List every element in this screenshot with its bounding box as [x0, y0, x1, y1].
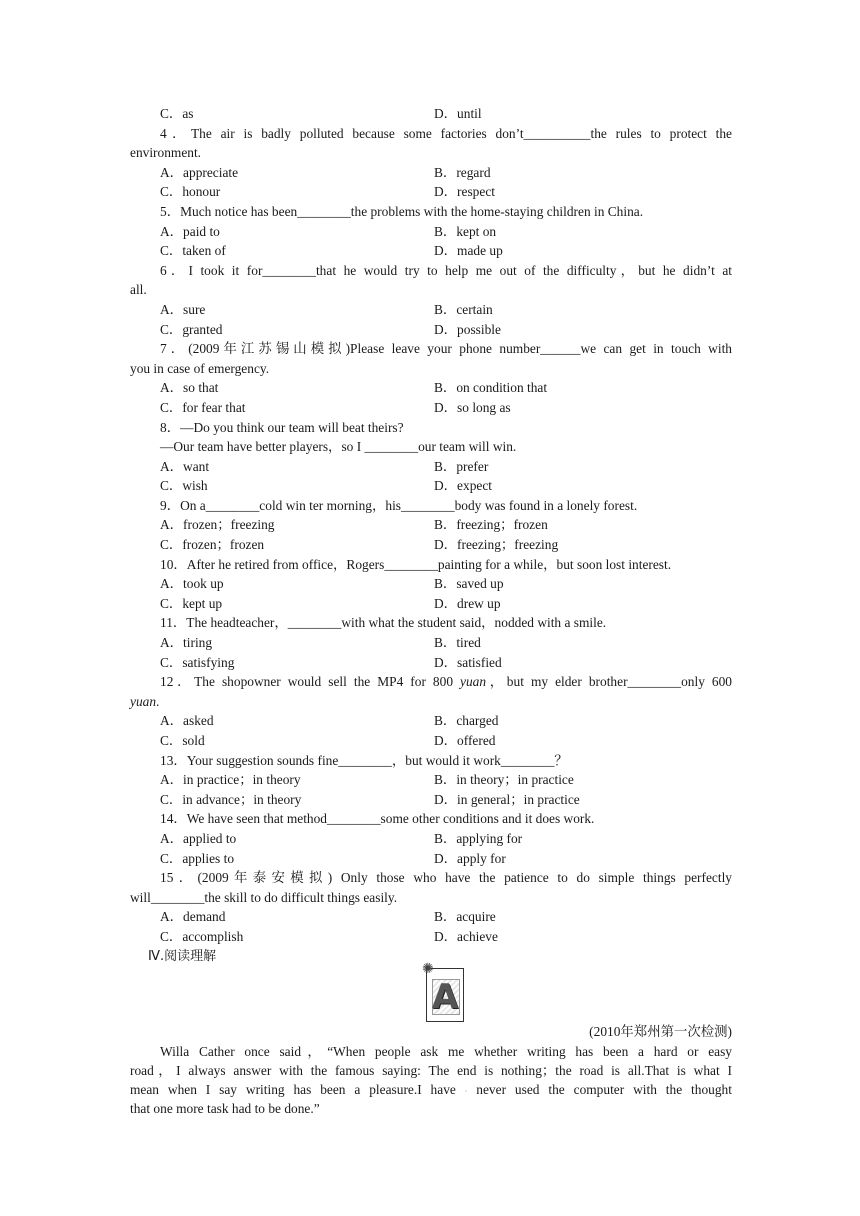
q9-options-row-1	[130, 515, 732, 535]
q11-stem: 11．The headteacher，________with what the student said，nodded with a smile.	[160, 615, 607, 631]
q4-option-a: A．appreciate	[160, 164, 239, 180]
q4-options-row-2	[130, 182, 732, 202]
q7-stem: 7．(2009年江苏锡山模拟)Please leave your phone number______we can get in touch with	[160, 341, 732, 357]
q6-options-row-2	[130, 320, 732, 340]
stray-mark: 。	[464, 1087, 477, 1094]
q9-option-a: A．frozen；freezing	[160, 517, 275, 533]
q15-stem-cont: will________the skill to do difficult things easily.	[130, 889, 398, 905]
q9-options-row-2	[130, 535, 732, 555]
q12-stem-cont-post: .	[156, 693, 160, 709]
q4-stem-cont: environment.	[130, 145, 202, 161]
q12-stem-pre: 12．The shopowner would sell the MP4 for 800	[160, 674, 461, 690]
q9-stem: 9．On a________cold win ter morning，his________body was found in a lonely forest.	[160, 497, 638, 513]
q5-options-row-2	[130, 241, 732, 261]
q7-stem-cont: you in case of emergency.	[130, 360, 270, 376]
passage-line-3b: never used the computer with the thought	[476, 1081, 732, 1097]
q7-options-row-2	[130, 398, 732, 418]
q15-option-a: A．demand	[160, 909, 226, 925]
exam-page	[130, 104, 732, 1118]
q11-option-c: C．satisfying	[160, 654, 235, 670]
q5-option-a: A．paid to	[160, 223, 220, 239]
q4-stem: 4．The air is badly polluted because some factories don’t__________the rules to protect the	[160, 125, 732, 141]
q5-stem: 5．Much notice has been________the problems with the home-staying children in China.	[160, 203, 644, 219]
q10-option-c: C．kept up	[160, 595, 223, 611]
q10-options-row-1	[130, 574, 732, 594]
q8-options-row-2	[130, 476, 732, 496]
q12-option-d: D．offered	[434, 733, 496, 748]
passage-a-logo-icon	[422, 962, 464, 1022]
q13-option-c: C．in advance；in theory	[160, 791, 302, 807]
q9-option-b: B．freezing；frozen	[434, 517, 548, 533]
q4-options-row-1	[130, 163, 732, 183]
q12-options-row-1	[130, 711, 732, 731]
passage-line-4: that one more task had to be done.”	[130, 1100, 320, 1116]
q13-stem: 13．Your suggestion sounds fine________，but would it work________？	[160, 752, 568, 768]
q12-option-c: C．sold	[160, 733, 205, 748]
q13-option-a: A．in practice；in theory	[160, 772, 301, 788]
q9-option-c: C．frozen；frozen	[160, 537, 265, 553]
q4-option-b: B．regard	[434, 164, 491, 180]
passage-paragraph	[130, 1042, 732, 1118]
q8-stem: 8．—Do you think our team will beat theirs?	[160, 419, 404, 435]
q10-stem: 10．After he retired from office，Rogers________painting for a while，but soon lost interest.	[160, 556, 672, 572]
q6-option-c: C．granted	[160, 321, 223, 337]
q10-option-b: B．saved up	[434, 576, 504, 592]
q11-option-d: D．satisfied	[434, 654, 502, 670]
q14-option-b: B．applying for	[434, 830, 523, 846]
section-title: Ⅳ.阅读理解	[148, 948, 217, 964]
q8-options-row-1	[130, 457, 732, 477]
q12-stem-cont-yuan: yuan	[130, 693, 157, 709]
q14-option-d: D．apply for	[434, 850, 506, 866]
q15-options-row-2	[130, 927, 732, 947]
q14-options-row-1	[130, 829, 732, 849]
q7-option-b: B．on condition that	[434, 380, 548, 396]
q8-stem-reply: —Our team have better players，so I ________our team will win.	[160, 439, 517, 455]
q11-options-row-2	[130, 653, 732, 673]
q7-options-row-1	[130, 378, 732, 398]
q6-options-row-1	[130, 300, 732, 320]
q8-option-b: B．prefer	[434, 458, 489, 474]
q8-option-c: C．wish	[160, 478, 208, 494]
passage-line-2: road，I always answer with the famous saying: The end is nothing；the road is all.That is what I	[130, 1062, 732, 1078]
q13-options-row-2	[130, 790, 732, 810]
q12-options-row-2	[130, 731, 732, 751]
q15-option-b: B．acquire	[434, 909, 496, 925]
passage-logo-wrap	[130, 962, 732, 1022]
q10-options-row-2	[130, 594, 732, 614]
passage-line-1: Willa Cather once said，“When people ask me whether writing has been a hard or easy	[160, 1043, 732, 1059]
q11-options-row-1	[130, 633, 732, 653]
q11-option-b: B．tired	[434, 635, 481, 651]
q10-option-a: A．took up	[160, 576, 224, 592]
q4-option-d: D．respect	[434, 184, 495, 200]
q14-options-row-2	[130, 849, 732, 869]
q3-options-row-2	[130, 104, 732, 124]
q5-option-d: D．made up	[434, 243, 503, 259]
q12-stem-post: ，but my elder brother________only 600	[486, 674, 732, 690]
q14-option-a: A．applied to	[160, 830, 237, 846]
q15-option-c: C．accomplish	[160, 928, 244, 944]
q11-option-a: A．tiring	[160, 635, 213, 651]
q12-option-a: A．asked	[160, 713, 214, 729]
passage-source: (2010年郑州第一次检测)	[589, 1024, 732, 1040]
q7-option-d: D．so long as	[434, 399, 511, 415]
q6-option-a: A．sure	[160, 301, 206, 317]
q9-option-d: D．freezing；freezing	[434, 537, 559, 553]
q6-option-b: B．certain	[434, 301, 493, 317]
q6-stem: 6．I took it for________that he would try to help me out of the difficulty，but he didn’t at	[160, 262, 732, 278]
q6-option-d: D．possible	[434, 321, 501, 337]
q12-stem-cont	[130, 692, 732, 712]
q6-stem-cont: all.	[130, 282, 147, 298]
passage-line-3	[130, 1080, 732, 1099]
q5-option-b: B．kept on	[434, 223, 497, 239]
q12-stem-yuan: yuan	[460, 674, 487, 690]
q5-options-row-1	[130, 222, 732, 242]
q13-option-d: D．in general；in practice	[434, 791, 580, 807]
q12-option-b: B．charged	[434, 713, 499, 729]
q5-option-c: C．taken of	[160, 243, 226, 259]
q15-stem: 15．(2009年泰安模拟) Only those who have the patience to do simple things perfectly	[160, 870, 732, 886]
q15-options-row-1	[130, 907, 732, 927]
q15-option-d: D．achieve	[434, 928, 498, 944]
q3-option-d: D．until	[434, 106, 482, 121]
passage-line-3a: mean when I say writing has been a pleasure.I have	[130, 1081, 465, 1097]
q7-option-a: A．so that	[160, 380, 219, 396]
q10-option-d: D．drew up	[434, 595, 501, 611]
logo-letter: A	[431, 977, 459, 1018]
q7-option-c: C．for fear that	[160, 399, 246, 415]
q14-stem: 14．We have seen that method________some other conditions and it does work.	[160, 811, 595, 827]
q3-option-c: C．as	[160, 106, 194, 121]
q12-stem	[130, 672, 732, 692]
q8-option-d: D．expect	[434, 478, 493, 494]
q13-option-b: B．in theory；in practice	[434, 772, 574, 788]
q13-options-row-1	[130, 770, 732, 790]
q14-option-c: C．applies to	[160, 850, 235, 866]
q8-option-a: A．want	[160, 458, 210, 474]
logo-splash-icon: ✺	[422, 962, 434, 978]
q4-option-c: C．honour	[160, 184, 221, 200]
